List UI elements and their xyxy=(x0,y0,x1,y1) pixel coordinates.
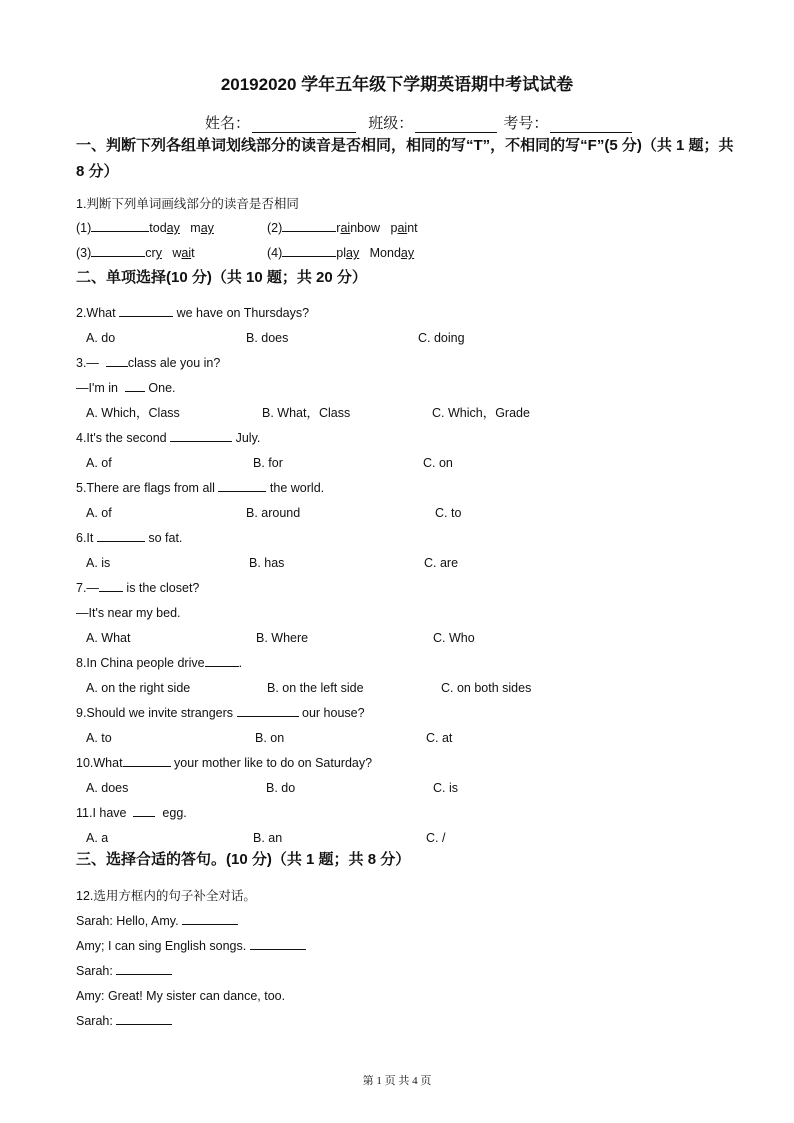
q6-option-b[interactable]: B. has xyxy=(249,556,285,570)
q2-stem: 2.What we have on Thursdays? xyxy=(76,306,310,320)
q7-stem: 7.— is the closet? xyxy=(76,581,200,595)
name-blank[interactable] xyxy=(252,117,356,133)
q5-option-b[interactable]: B. around xyxy=(246,506,301,520)
dialogue-line-3: Sarah: xyxy=(76,962,172,980)
q10-option-b[interactable]: B. do xyxy=(266,781,296,795)
q1-item-2: (2) rainbow paint xyxy=(267,221,418,235)
page-title: 20192020 学年五年级下学期英语期中考试试卷 xyxy=(220,75,574,94)
answer-blank[interactable] xyxy=(119,304,173,317)
dialogue-line-4: Amy: Great! My sister can dance, too. xyxy=(76,989,286,1003)
q4-option-c[interactable]: C. on xyxy=(423,456,453,470)
answer-blank[interactable] xyxy=(282,219,336,232)
answer-blank[interactable] xyxy=(182,912,238,925)
q1-item-4: (4) play Monday xyxy=(267,246,415,260)
section-1-heading: 一、判断下列各组单词划线部分的读音是否相同，相同的写“T”，不相同的写“F”(5 分)（共 1 题；共 8 分） xyxy=(76,137,734,180)
q3-stem: 3.— class ale you in? xyxy=(76,356,221,370)
answer-blank[interactable] xyxy=(116,1012,172,1025)
answer-blank[interactable] xyxy=(170,429,232,442)
dialogue-line-2: Amy; I can sing English songs. xyxy=(76,937,306,955)
q9-option-a[interactable]: A. to xyxy=(86,731,112,745)
q11-option-b[interactable]: B. an xyxy=(253,831,283,845)
q9-stem: 9.Should we invite strangers our house? xyxy=(76,706,365,720)
class-label: 班级： xyxy=(368,115,414,132)
q2-option-b[interactable]: B. does xyxy=(246,331,289,345)
dialogue-line-1: Sarah: Hello, Amy. xyxy=(76,912,238,930)
answer-blank[interactable] xyxy=(133,804,155,817)
q5-option-c[interactable]: C. to xyxy=(435,506,462,520)
q11-option-c[interactable]: C. / xyxy=(426,831,446,845)
q10-option-c[interactable]: C. is xyxy=(433,781,458,795)
q11-stem: 11.I have egg. xyxy=(76,806,187,820)
answer-blank[interactable] xyxy=(97,529,145,542)
q10-stem: 10.What your mother like to do on Saturday? xyxy=(76,756,373,770)
answer-blank[interactable] xyxy=(250,937,306,950)
q1-item-3: (3) cry wait xyxy=(76,246,195,260)
q11-option-a[interactable]: A. a xyxy=(86,831,109,845)
number-blank[interactable] xyxy=(550,117,632,133)
q3-option-c[interactable]: C. Which，Grade xyxy=(432,406,530,420)
dialogue-line-5: Sarah: xyxy=(76,1012,172,1030)
q6-stem: 6.It so fat. xyxy=(76,531,183,545)
q7-stem-2: —It's near my bed. xyxy=(76,606,181,620)
answer-blank[interactable] xyxy=(205,654,239,667)
number-label: 考号： xyxy=(503,115,549,132)
item-number: (1) xyxy=(76,221,92,235)
item-number: (2) xyxy=(267,221,283,235)
q4-option-a[interactable]: A. of xyxy=(86,456,112,470)
section-2-heading: 二、单项选择(10 分)（共 10 题；共 20 分） xyxy=(76,269,367,286)
answer-blank[interactable] xyxy=(237,704,299,717)
page-footer: 第 1 页 共 4 页 xyxy=(362,1075,432,1087)
q7-option-b[interactable]: B. Where xyxy=(256,631,309,645)
q8-stem: 8.In China people drive . xyxy=(76,656,243,670)
answer-blank[interactable] xyxy=(282,244,336,257)
name-label: 姓名： xyxy=(205,115,251,132)
answer-blank[interactable] xyxy=(125,379,145,392)
q12-prompt: 12.选用方框内的句子补全对话。 xyxy=(76,889,256,903)
q6-option-a[interactable]: A. is xyxy=(86,556,111,570)
answer-blank[interactable] xyxy=(123,754,171,767)
q5-option-a[interactable]: A. of xyxy=(86,506,112,520)
section-3-heading: 三、选择合适的答句。(10 分)（共 1 题；共 8 分） xyxy=(76,851,411,868)
answer-blank[interactable] xyxy=(106,354,128,367)
q3-option-b[interactable]: B. What，Class xyxy=(262,406,351,420)
item-number: (4) xyxy=(267,246,283,260)
q9-option-c[interactable]: C. at xyxy=(426,731,453,745)
q7-option-c[interactable]: C. Who xyxy=(433,631,475,645)
q8-option-a[interactable]: A. on the right side xyxy=(86,681,191,695)
q1-prompt: 1.判断下列单词画线部分的读音是否相同 xyxy=(76,197,299,211)
answer-blank[interactable] xyxy=(116,962,172,975)
item-number: (3) xyxy=(76,246,92,260)
answer-blank[interactable] xyxy=(91,219,149,232)
q4-stem: 4.It's the second July. xyxy=(76,431,261,445)
q7-option-a[interactable]: A. What xyxy=(86,631,131,645)
q1-item-1: (1) today may xyxy=(76,221,214,235)
q5-stem: 5.There are flags from all the world. xyxy=(76,481,325,495)
answer-blank[interactable] xyxy=(91,244,145,257)
class-blank[interactable] xyxy=(415,117,497,133)
answer-blank[interactable] xyxy=(99,579,123,592)
answer-blank[interactable] xyxy=(218,479,266,492)
q3-stem-2: —I'm in One. xyxy=(76,381,176,395)
q4-option-b[interactable]: B. for xyxy=(253,456,283,470)
q6-option-c[interactable]: C. are xyxy=(424,556,459,570)
q9-option-b[interactable]: B. on xyxy=(255,731,285,745)
student-info-line xyxy=(205,112,634,133)
q3-option-a[interactable]: A. Which，Class xyxy=(86,406,180,420)
q8-option-c[interactable]: C. on both sides xyxy=(441,681,532,695)
q2-option-a[interactable]: A. do xyxy=(86,331,116,345)
q8-option-b[interactable]: B. on the left side xyxy=(267,681,364,695)
q2-option-c[interactable]: C. doing xyxy=(418,331,465,345)
q10-option-a[interactable]: A. does xyxy=(86,781,129,795)
